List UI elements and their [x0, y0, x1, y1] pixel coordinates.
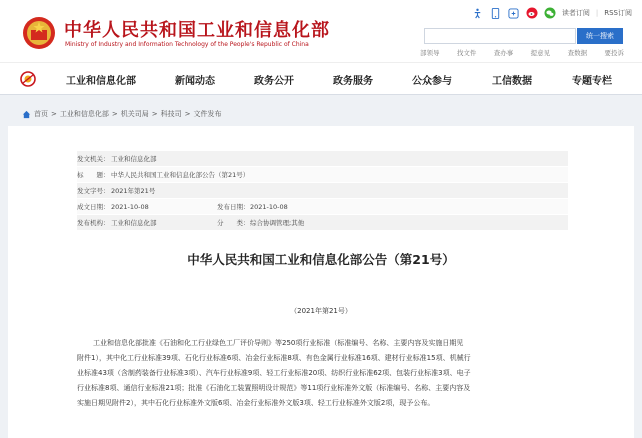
body-line: 行业标准8项、通信行业标准21项；批准《石油化工装置照明设计规范》等11项行业标准外文版（标准编号、名称、主要内容及: [77, 384, 471, 392]
nav-item-topics[interactable]: 专题专栏: [572, 76, 612, 87]
meta-value: 中华人民共和国工业和信息化部公告（第21号）: [111, 171, 250, 179]
breadcrumb-home[interactable]: 首页: [34, 110, 48, 118]
document-title: 中华人民共和国工业和信息化部公告（第21号）: [187, 252, 455, 267]
nav-item-participation[interactable]: 公众参与: [412, 76, 452, 87]
unified-search-button[interactable]: 统一搜索: [577, 28, 623, 44]
site-header: [0, 0, 642, 62]
nav-item-gov-services[interactable]: 政务服务: [333, 76, 373, 87]
breadcrumb-file-release[interactable]: 文件发布: [193, 110, 222, 118]
national-emblem-icon: [22, 14, 56, 52]
accessibility-icon[interactable]: [472, 7, 484, 19]
meta-label: 发文机关：: [77, 155, 110, 163]
meta-value: 工业和信息化部: [111, 219, 157, 227]
nav-item-miit[interactable]: 工业和信息化部: [66, 76, 136, 87]
main-nav: [0, 62, 642, 94]
meta-label: 发布机构：: [77, 219, 110, 227]
breadcrumb-departments[interactable]: 机关司局: [120, 110, 149, 118]
body-line: 工业和信息化部批准《石油和化工行业绿色工厂评价导则》等250项行业标准（标准编号、名称、主要内容及实施日期见: [93, 339, 464, 347]
nav-item-news[interactable]: 新闻动态: [175, 76, 215, 87]
meta-row-title: [77, 167, 568, 183]
home-icon[interactable]: [22, 110, 31, 119]
rss-link[interactable]: RSS订阅: [604, 9, 632, 17]
quick-link-feedback[interactable]: 提意见: [530, 49, 551, 57]
quick-link-services[interactable]: 查办事: [493, 49, 514, 57]
breadcrumb-separator: >: [51, 110, 57, 118]
document-meta-table: [77, 151, 568, 231]
site-title[interactable]: 中华人民共和国工业和信息化部: [64, 20, 330, 41]
meta-value: 2021-10-08: [111, 203, 149, 211]
search-input[interactable]: [424, 28, 576, 44]
subscribe-link[interactable]: 读者订阅: [561, 9, 590, 17]
top-utility-bar: [472, 6, 632, 20]
meta-row-number: [77, 183, 568, 199]
meta-value: 综合协调管理;其他: [250, 219, 305, 227]
weibo-icon[interactable]: [526, 7, 538, 19]
divider: |: [595, 9, 599, 17]
meta-row-dates: [77, 199, 568, 215]
breadcrumb: [22, 109, 222, 119]
meta-label: 成文日期：: [77, 203, 110, 211]
meta-label: 标 题：: [77, 171, 110, 179]
document-number: （2021年第21号）: [290, 307, 352, 315]
quick-links: [420, 48, 624, 57]
meta-label: 分 类：: [217, 219, 250, 227]
nav-item-gov-info[interactable]: 政务公开: [254, 76, 294, 87]
meta-label: 发文字号：: [77, 187, 110, 195]
body-line: 业标准43项（含制药装备行业标准3项）、汽车行业标准9项、轻工行业标准20项、纺织行业标准62项、包装行业标准3项、电子: [77, 369, 471, 377]
breadcrumb-separator: >: [184, 110, 191, 118]
breadcrumb-separator: >: [111, 110, 118, 118]
body-line: 附件1），其中化工行业标准39项、石化行业标准6项、冶金行业标准8项、有色金属行业标准16项、建材行业标准15项、机械行: [77, 354, 471, 362]
meta-row-issuer: [77, 151, 568, 167]
meta-label: 发布日期：: [217, 203, 250, 211]
home-logo-icon[interactable]: [20, 71, 36, 87]
app-icon[interactable]: [508, 7, 520, 19]
body-line: 实施日期见附件2），其中石化行业标准外文版6项、冶金行业标准外文版3项、轻工行业标准外文版2项，现予公布。: [77, 399, 435, 407]
nav-divider: [0, 94, 642, 95]
quick-link-data[interactable]: 查数据: [567, 49, 588, 57]
nav-item-data[interactable]: 工信数据: [492, 76, 532, 87]
quick-link-files[interactable]: 找文件: [456, 49, 477, 57]
breadcrumb-miit[interactable]: 工业和信息化部: [59, 110, 109, 118]
mobile-icon[interactable]: [490, 7, 502, 19]
meta-value: 2021年第21号: [111, 187, 156, 195]
meta-row-org: [77, 215, 568, 231]
quick-link-leaders[interactable]: 部领导: [420, 49, 440, 57]
meta-value: 2021-10-08: [250, 203, 288, 211]
breadcrumb-tech-dept[interactable]: 科技司: [160, 110, 182, 118]
meta-value: 工业和信息化部: [111, 155, 157, 163]
wechat-icon[interactable]: [544, 7, 556, 19]
breadcrumb-separator: >: [151, 110, 158, 118]
document-body: [77, 336, 568, 411]
quick-link-complaints[interactable]: 要投诉: [604, 49, 624, 57]
site-subtitle-en: Ministry of Industry and Information Technology of the People's Republic of China: [65, 41, 309, 48]
